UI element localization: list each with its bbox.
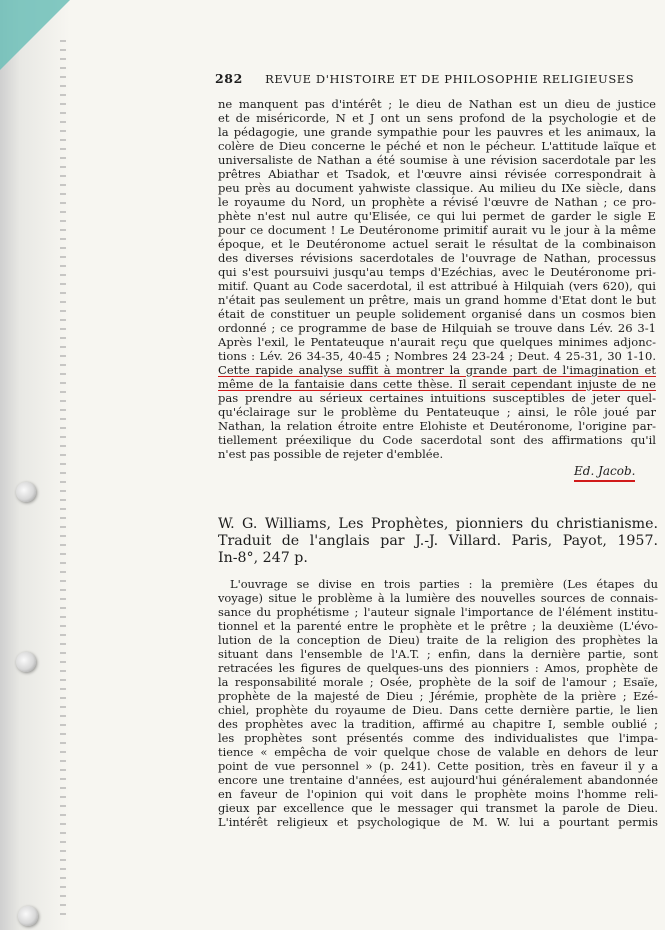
review-line: tionnel et la parenté entre le prophète et le prêtre ; la deuxième (L'évo- [218, 619, 658, 633]
review-line: la responsabilité morale ; Osée, prophète de la soif de l'amour ; Esaïe, [218, 675, 658, 689]
running-head [215, 71, 655, 86]
review-line: le royaume du Nord, un prophète a révisé l'œuvre de Nathan ; ce pro- [218, 195, 656, 209]
book-citation [218, 516, 658, 567]
review-line: prêtres Abiathar et Tsadok, et l'œuvre ainsi révisée correspondrait à [218, 167, 656, 181]
citation-line: In-8°, 247 p. [218, 550, 308, 566]
punch-hole [16, 482, 36, 502]
review-line: Après l'exil, le Pentateuque n'aurait reçu que quelques minimes adjonc- [218, 335, 656, 349]
page-number: 282 [215, 71, 243, 86]
review-line: phète n'est nul autre qu'Elisée, ce qui lui permet de garder le sigle E [218, 209, 656, 223]
punch-hole [18, 906, 38, 926]
review-line: qui s'est poursuivi jusqu'au temps d'Ezéchias, avec le Deutéronome pri- [218, 265, 656, 279]
review-line: pas prendre au sérieux certaines intuitions susceptibles de jeter quel- [218, 391, 656, 405]
review-line: L'ouvrage se divise en trois parties : la première (Les étapes du [230, 577, 658, 591]
review-line: les prophètes sont présentés comme des individualistes que l'impa- [218, 731, 658, 745]
review-line: prophète de la majesté de Dieu ; Jérémie, prophète de la prière ; Ezé- [218, 689, 658, 703]
review-line: Cette rapide analyse suffit à montrer la grande part de l'imagination et [218, 363, 656, 377]
reviewer-signature: Ed. Jacob. [574, 464, 635, 482]
folded-corner-tab [0, 0, 70, 70]
citation-line: W. G. Williams, Les Prophètes, pionniers du christianisme. [218, 516, 658, 532]
review-line: universaliste de Nathan a été soumise à une révision sacerdotale par les [218, 153, 656, 167]
review-line: et de miséricorde, N et J ont un sens profond de la psychologie et de [218, 111, 656, 125]
review-line: époque, et le Deutéronome actuel serait le résultat de la combinaison [218, 237, 656, 251]
review-line: sance du prophétisme ; l'auteur signale l'importance de l'élément institu- [218, 605, 658, 619]
review-line: des prophètes avec la tradition, affirmé au chapitre I, semble oublié ; [218, 717, 658, 731]
second-review-text [218, 577, 658, 829]
review-line: des diverses révisions sacerdotales de l'ouvrage de Nathan, processus [218, 251, 656, 265]
review-line: ne manquent pas d'intérêt ; le dieu de Nathan est un dieu de justice [218, 97, 656, 111]
review-line: lution de la conception de Dieu) traite de la religion des prophètes la [218, 633, 658, 647]
review-line: chiel, prophète du royaume de Dieu. Dans cette dernière partie, le lien [218, 703, 658, 717]
review-line: voyage) situe le problème à la lumière des nouvelles sources de connais- [218, 591, 658, 605]
review-line: retracées les figures de quelques-uns des pionniers : Amos, prophète de [218, 661, 658, 675]
review-line: en faveur de l'opinion qui voit dans le prophète moins l'homme reli- [218, 787, 658, 801]
citation-line: Traduit de l'anglais par J.-J. Villard. Paris, Payot, 1957. [218, 533, 658, 549]
punch-hole [16, 652, 36, 672]
review-line: même de la fantaisie dans cette thèse. Il serait cependant injuste de ne [218, 377, 656, 391]
review-line: tiellement préexilique du Code sacerdotal sont des affirmations qu'il [218, 433, 656, 447]
review-line: mitif. Quant au Code sacerdotal, il est attribué à Hilquiah (vers 620), qui [218, 279, 656, 293]
review-line: peu près au document yahwiste classique. Au milieu du IXe siècle, dans [218, 181, 656, 195]
review-line: ordonné ; ce programme de base de Hilquiah se trouve dans Lév. 26 3-1 [218, 321, 656, 335]
review-line: situant dans l'ensemble de l'A.T. ; enfin, dans la dernière partie, sont [218, 647, 658, 661]
review-line: qu'éclairage sur le problème du Pentateuque ; ainsi, le rôle joué par [218, 405, 656, 419]
review-line: n'est pas possible de rejeter d'emblée. [218, 447, 444, 461]
review-line: tience « empêcha de voir quelque chose de valable en dehors de leur [218, 745, 658, 759]
review-line: tions : Lév. 26 34-35, 40-45 ; Nombres 24 23-24 ; Deut. 4 25-31, 30 1-10. [218, 349, 656, 363]
first-review-text [218, 97, 656, 461]
journal-title: REVUE D'HISTOIRE ET DE PHILOSOPHIE RELIGIEUSES [265, 72, 635, 86]
review-line: L'intérêt religieux et psychologique de M. W. lui a pourtant permis [218, 815, 658, 829]
scan-noise [60, 40, 66, 920]
review-line: point de vue personnel » (p. 241). Cette position, très en faveur il y a [218, 759, 658, 773]
review-line: colère de Dieu concerne le péché et non le pécheur. L'attitude laïque et [218, 139, 656, 153]
review-line: n'était pas seulement un prêtre, mais un grand homme d'Etat dont le but [218, 293, 656, 307]
review-line: Nathan, la relation étroite entre Elohiste et Deutéronome, l'origine par- [218, 419, 656, 433]
review-line: la pédagogie, une grande sympathie pour les pauvres et les animaux, la [218, 125, 656, 139]
review-line: était de constituer un peuple solidement organisé dans un cosmos bien [218, 307, 656, 321]
review-line: encore une trentaine d'années, est aujourd'hui généralement abandonnée [218, 773, 658, 787]
review-line: pour ce document ! Le Deutéronome primitif aurait vu le jour à la même [218, 223, 656, 237]
review-line: gieux par excellence que le messager qui transmet la parole de Dieu. [218, 801, 658, 815]
